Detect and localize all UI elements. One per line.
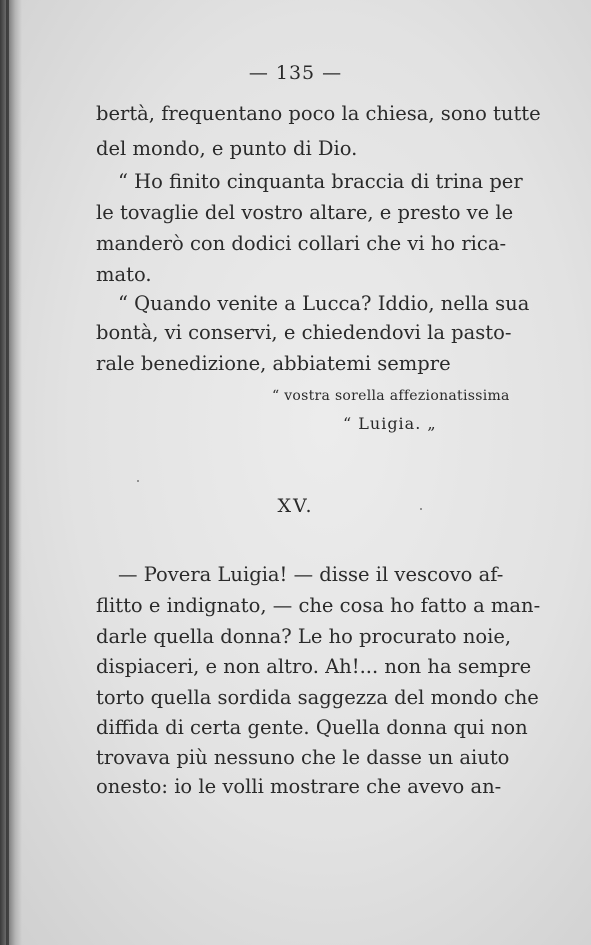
text-line: — Povera Luigia! — disse il vescovo af- — [118, 563, 504, 586]
text-line: le tovaglie del vostro altare, e presto ve le — [96, 201, 514, 224]
text-line: bertà, frequentano poco la chiesa, sono tutte — [96, 102, 541, 125]
chapter-heading: XV. — [277, 495, 314, 517]
letter-closing: “ vostra sorella affezionatissima — [272, 388, 510, 404]
text-line: manderò con dodici collari che vi ho rica- — [96, 232, 507, 255]
text-line: rale benedizione, abbiatemi sempre — [96, 352, 451, 375]
text-line: darle quella donna? Le ho procurato noie, — [96, 625, 512, 648]
text-line: bontà, vi conservi, e chiedendovi la pasto- — [96, 321, 512, 344]
text-line: del mondo, e punto di Dio. — [96, 137, 358, 160]
letter-signature: “ Luigia. „ — [343, 414, 437, 433]
text-line: “ Quando venite a Lucca? Iddio, nella sua — [118, 292, 530, 315]
text-line: onesto: io le volli mostrare che avevo an- — [96, 775, 502, 798]
paper-speck — [137, 480, 139, 482]
text-line: flitto e indignato, — che cosa ho fatto a man- — [96, 594, 541, 617]
book-spine-shadow — [0, 0, 22, 945]
text-line: trovava più nessuno che le dasse un aiuto — [96, 746, 510, 769]
text-line: “ Ho finito cinquanta braccia di trina per — [118, 170, 523, 193]
text-line: mato. — [96, 263, 152, 286]
text-line: diffida di certa gente. Quella donna qui non — [96, 716, 528, 739]
text-line: torto quella sordida saggezza del mondo che — [96, 686, 539, 709]
page-number: — 135 — — [248, 62, 343, 84]
text-line: dispiaceri, e non altro. Ah!... non ha sempre — [96, 655, 532, 678]
paper-speck — [420, 508, 422, 510]
book-spine-edge — [6, 0, 9, 945]
